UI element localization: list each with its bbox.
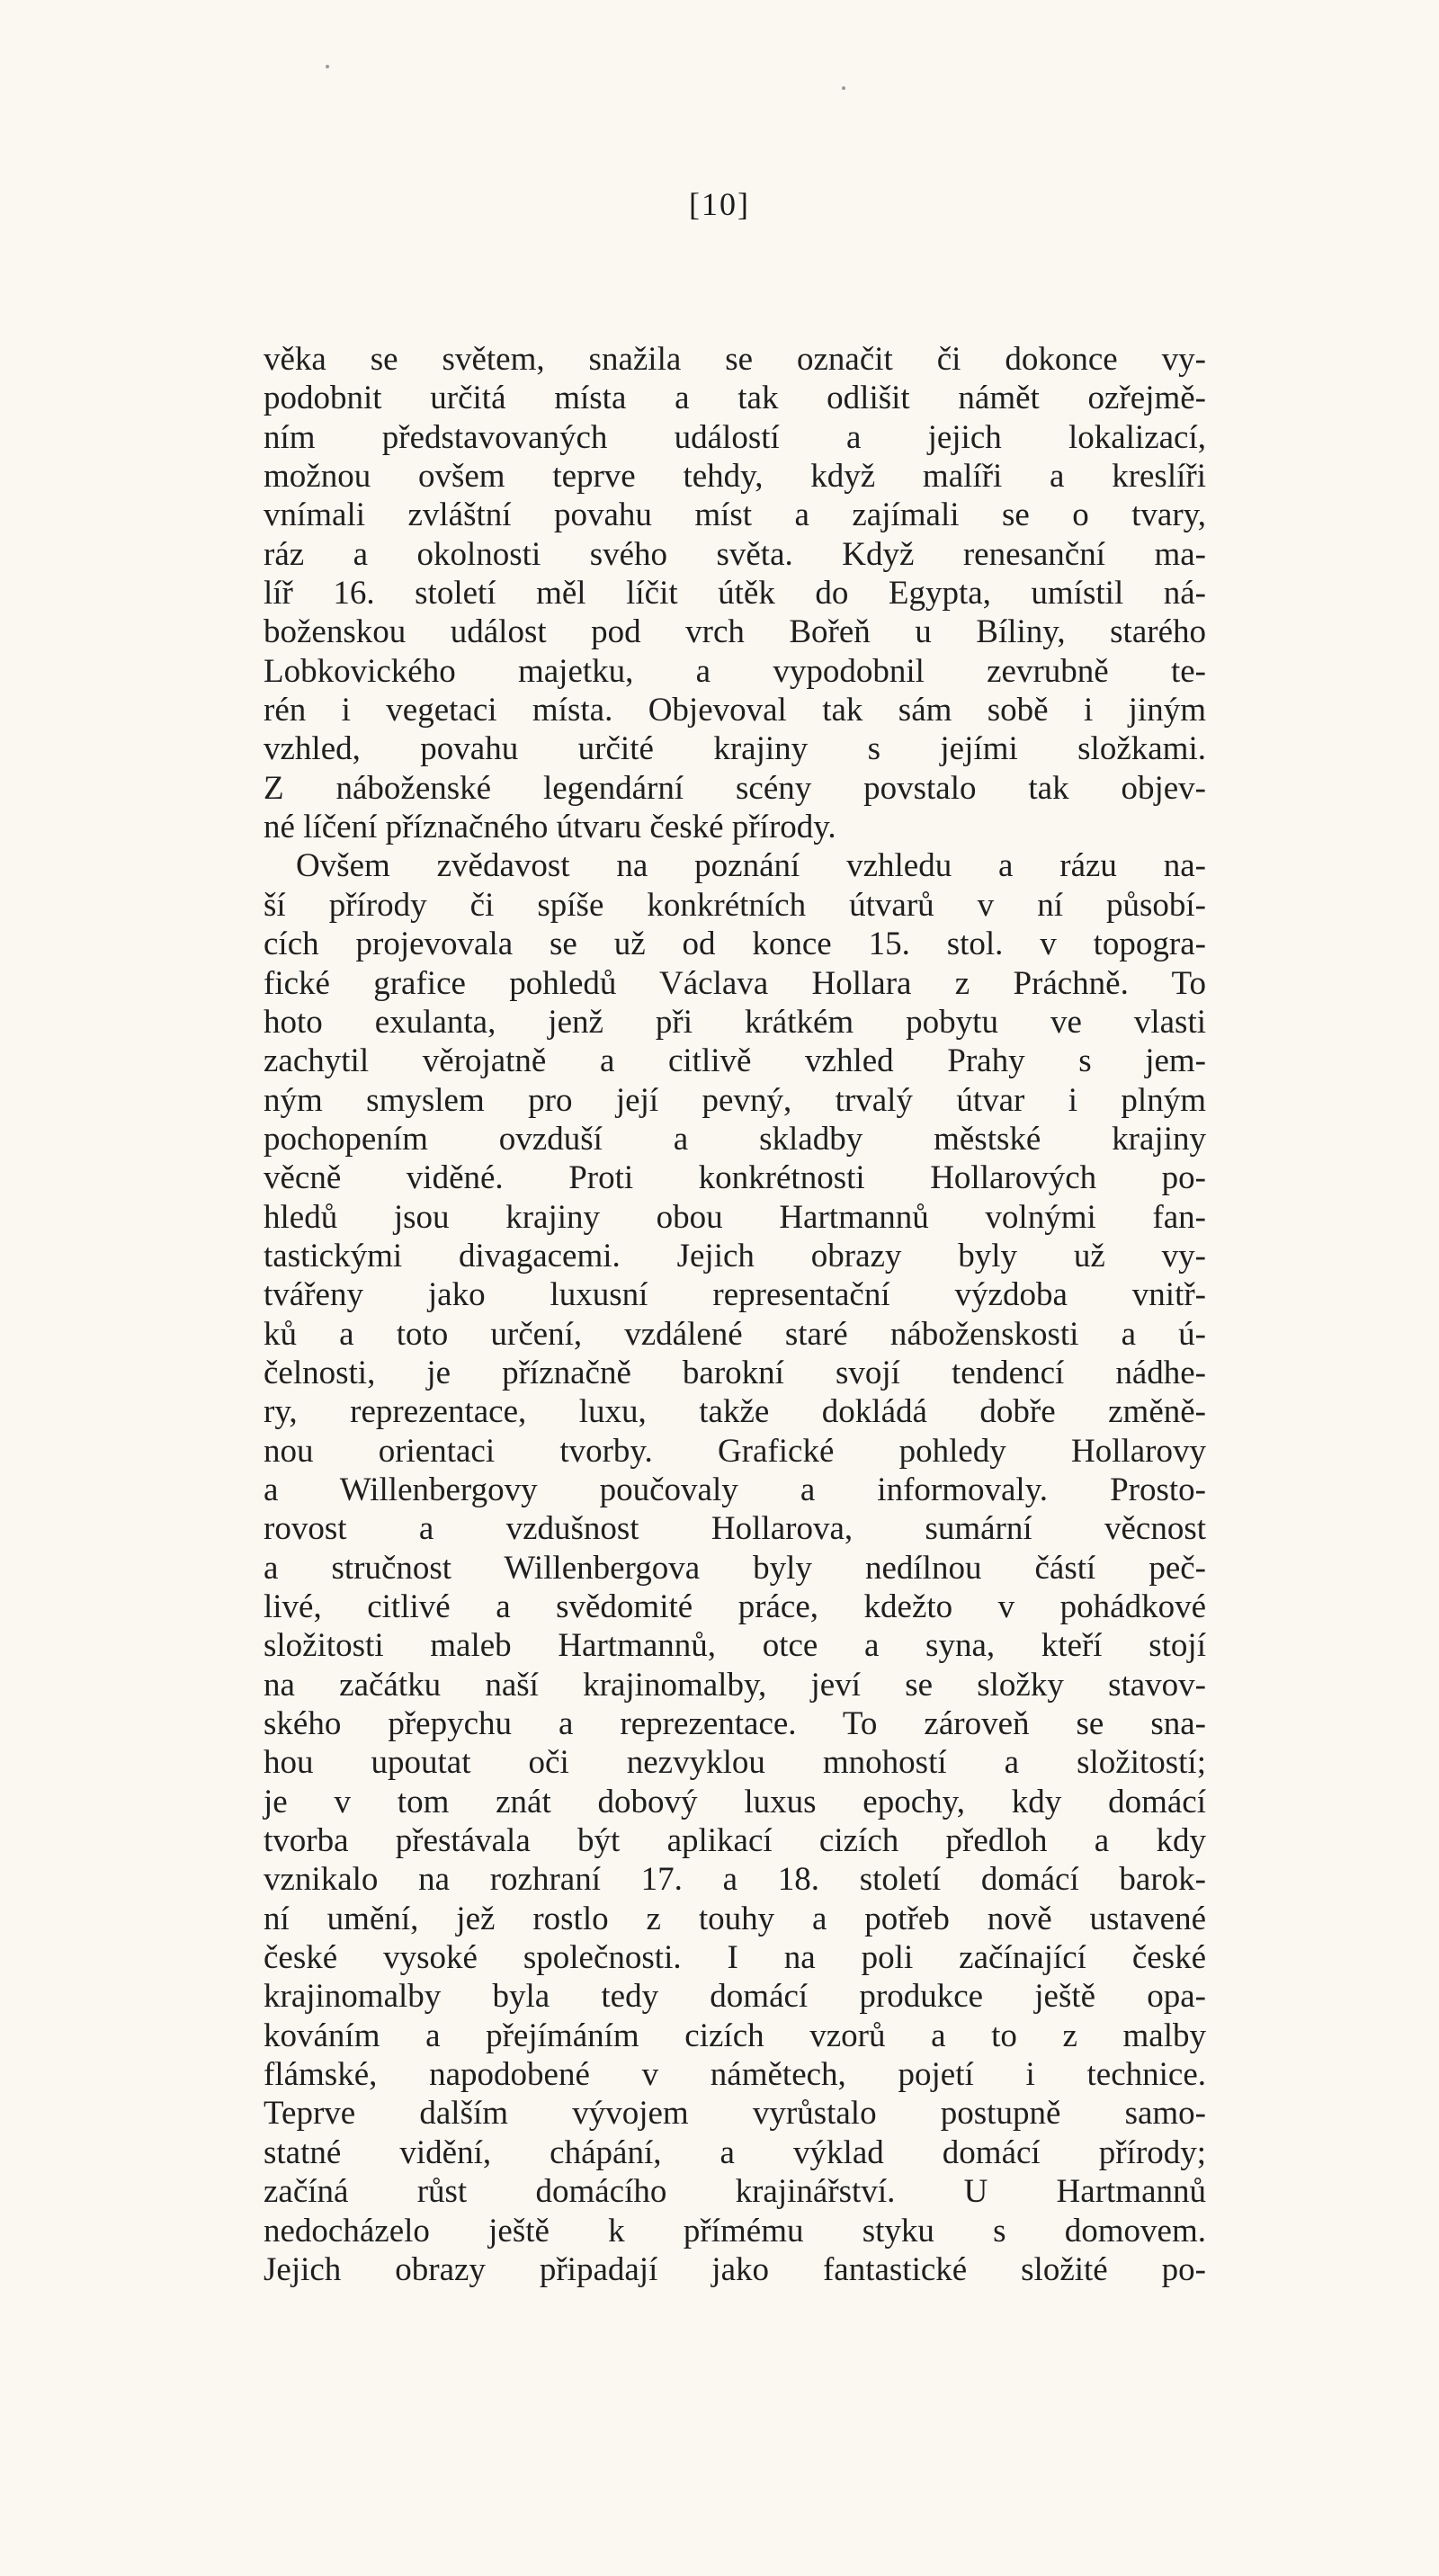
text-line: rén i vegetaci místa. Objevoval tak sám sobě i jiným — [264, 692, 1206, 729]
text-line: věcně viděné. Proti konkrétnosti Hollarových po- — [264, 1159, 1206, 1197]
text-line: tvorba přestávala být aplikací cizích předloh a kdy — [264, 1822, 1206, 1860]
text-line: je v tom znát dobový luxus epochy, kdy domácí — [264, 1783, 1206, 1820]
text-line: flámské, napodobené v námětech, pojetí i technice. — [264, 2056, 1206, 2094]
body-text — [264, 340, 1206, 2289]
text-line: české vysoké společnosti. I na poli začínající české — [264, 1939, 1206, 1977]
text-line: krajinomalby byla tedy domácí produkce ještě opa- — [264, 1978, 1206, 2016]
text-line: cích projevovala se už od konce 15. stol. v topogra- — [264, 926, 1206, 963]
text-line: hledů jsou krajiny obou Hartmannů volnými fan- — [264, 1198, 1206, 1236]
text-line: Z náboženské legendární scény povstalo tak objev- — [264, 769, 1206, 807]
text-line: hoto exulanta, jenž při krátkém pobytu ve vlasti — [264, 1003, 1206, 1041]
text-line: zachytil věrojatně a citlivě vzhled Prahy s jem- — [264, 1042, 1206, 1080]
text-line: možnou ovšem teprve tehdy, když malíři a kreslíři — [264, 458, 1206, 496]
paragraph-first-line: Ovšem zvědavost na poznání vzhledu a rázu na- — [296, 847, 1206, 885]
text-line: rovost a vzdušnost Hollarova, sumární věcnost — [264, 1510, 1206, 1548]
text-line: ním představovaných událostí a jejich lokalizací, — [264, 418, 1206, 456]
text-line: tastickými divagacemi. Jejich obrazy byly už vy- — [264, 1237, 1206, 1275]
text-line: ní umění, jež rostlo z touhy a potřeb nově ustavené — [264, 1900, 1206, 1937]
paragraph-end-line: né líčení příznačného útvaru české přírody. — [264, 809, 836, 846]
text-line: statné vidění, chápání, a výklad domácí přírody; — [264, 2133, 1206, 2171]
text-line: čelnosti, je příznačně barokní svojí tendencí nádhe- — [264, 1354, 1206, 1391]
text-line: podobnit určitá místa a tak odlišit námět ozřejmě- — [264, 380, 1206, 417]
text-line: vznikalo na rozhraní 17. a 18. století domácí barok- — [264, 1861, 1206, 1899]
text-line: věka se světem, snažila se označit či dokonce vy- — [264, 341, 1206, 378]
text-line: a Willenbergovy poučovaly a informovaly. Prosto- — [264, 1471, 1206, 1508]
text-line: ným smyslem pro její pevný, trvalý útvar i plným — [264, 1081, 1206, 1119]
text-line: ků a toto určení, vzdálené staré náboženskosti a ú- — [264, 1315, 1206, 1353]
text-line: složitosti maleb Hartmannů, otce a syna, kteří stojí — [264, 1627, 1206, 1665]
text-line: nou orientaci tvorby. Grafické pohledy Hollarovy — [264, 1432, 1206, 1470]
text-line: ší přírody či spíše konkrétních útvarů v ní působí- — [264, 886, 1206, 924]
text-line: kováním a přejímáním cizích vzorů a to z malby — [264, 2017, 1206, 2054]
text-line: nedocházelo ještě k přímému styku s domovem. — [264, 2212, 1206, 2250]
text-line: boženskou událost pod vrch Bořeň u Bíliny, starého — [264, 613, 1206, 651]
text-line: ráz a okolnosti svého světa. Když renesanční ma- — [264, 535, 1206, 573]
text-line: a stručnost Willenbergova byly nedílnou částí peč- — [264, 1549, 1206, 1587]
text-line: vnímali zvláštní povahu míst a zajímali se o tvary, — [264, 496, 1206, 534]
text-line: pochopením ovzduší a skladby městské krajiny — [264, 1120, 1206, 1158]
text-line: začíná růst domácího krajinářství. U Hartmannů — [264, 2173, 1206, 2211]
paper-speck — [842, 86, 845, 90]
text-line: Teprve dalším vývojem vyrůstalo postupně samo- — [264, 2095, 1206, 2133]
text-line: tvářeny jako luxusní representační výzdoba vnitř- — [264, 1276, 1206, 1314]
text-line: fické grafice pohledů Václava Hollara z Práchně. To — [264, 964, 1206, 1002]
text-line: livé, citlivé a svědomité práce, kdežto v pohádkové — [264, 1588, 1206, 1625]
text-line: vzhled, povahu určité krajiny s jejími složkami. — [264, 730, 1206, 768]
text-line: hou upoutat oči nezvyklou mnohostí a složitostí; — [264, 1744, 1206, 1782]
text-line: Jejich obrazy připadají jako fantastické složité po- — [264, 2250, 1206, 2288]
text-line: ského přepychu a reprezentace. To zároveň se sna- — [264, 1705, 1206, 1743]
text-line: na začátku naší krajinomalby, jeví se složky stavov- — [264, 1666, 1206, 1704]
page-number: [10] — [689, 186, 750, 222]
text-line: Lobkovického majetku, a vypodobnil zevrubně te- — [264, 652, 1206, 690]
text-line: ry, reprezentace, luxu, takže dokládá dobře změně- — [264, 1393, 1206, 1431]
text-line: líř 16. století měl líčit útěk do Egypta, umístil ná- — [264, 575, 1206, 613]
paper-speck — [326, 65, 329, 68]
